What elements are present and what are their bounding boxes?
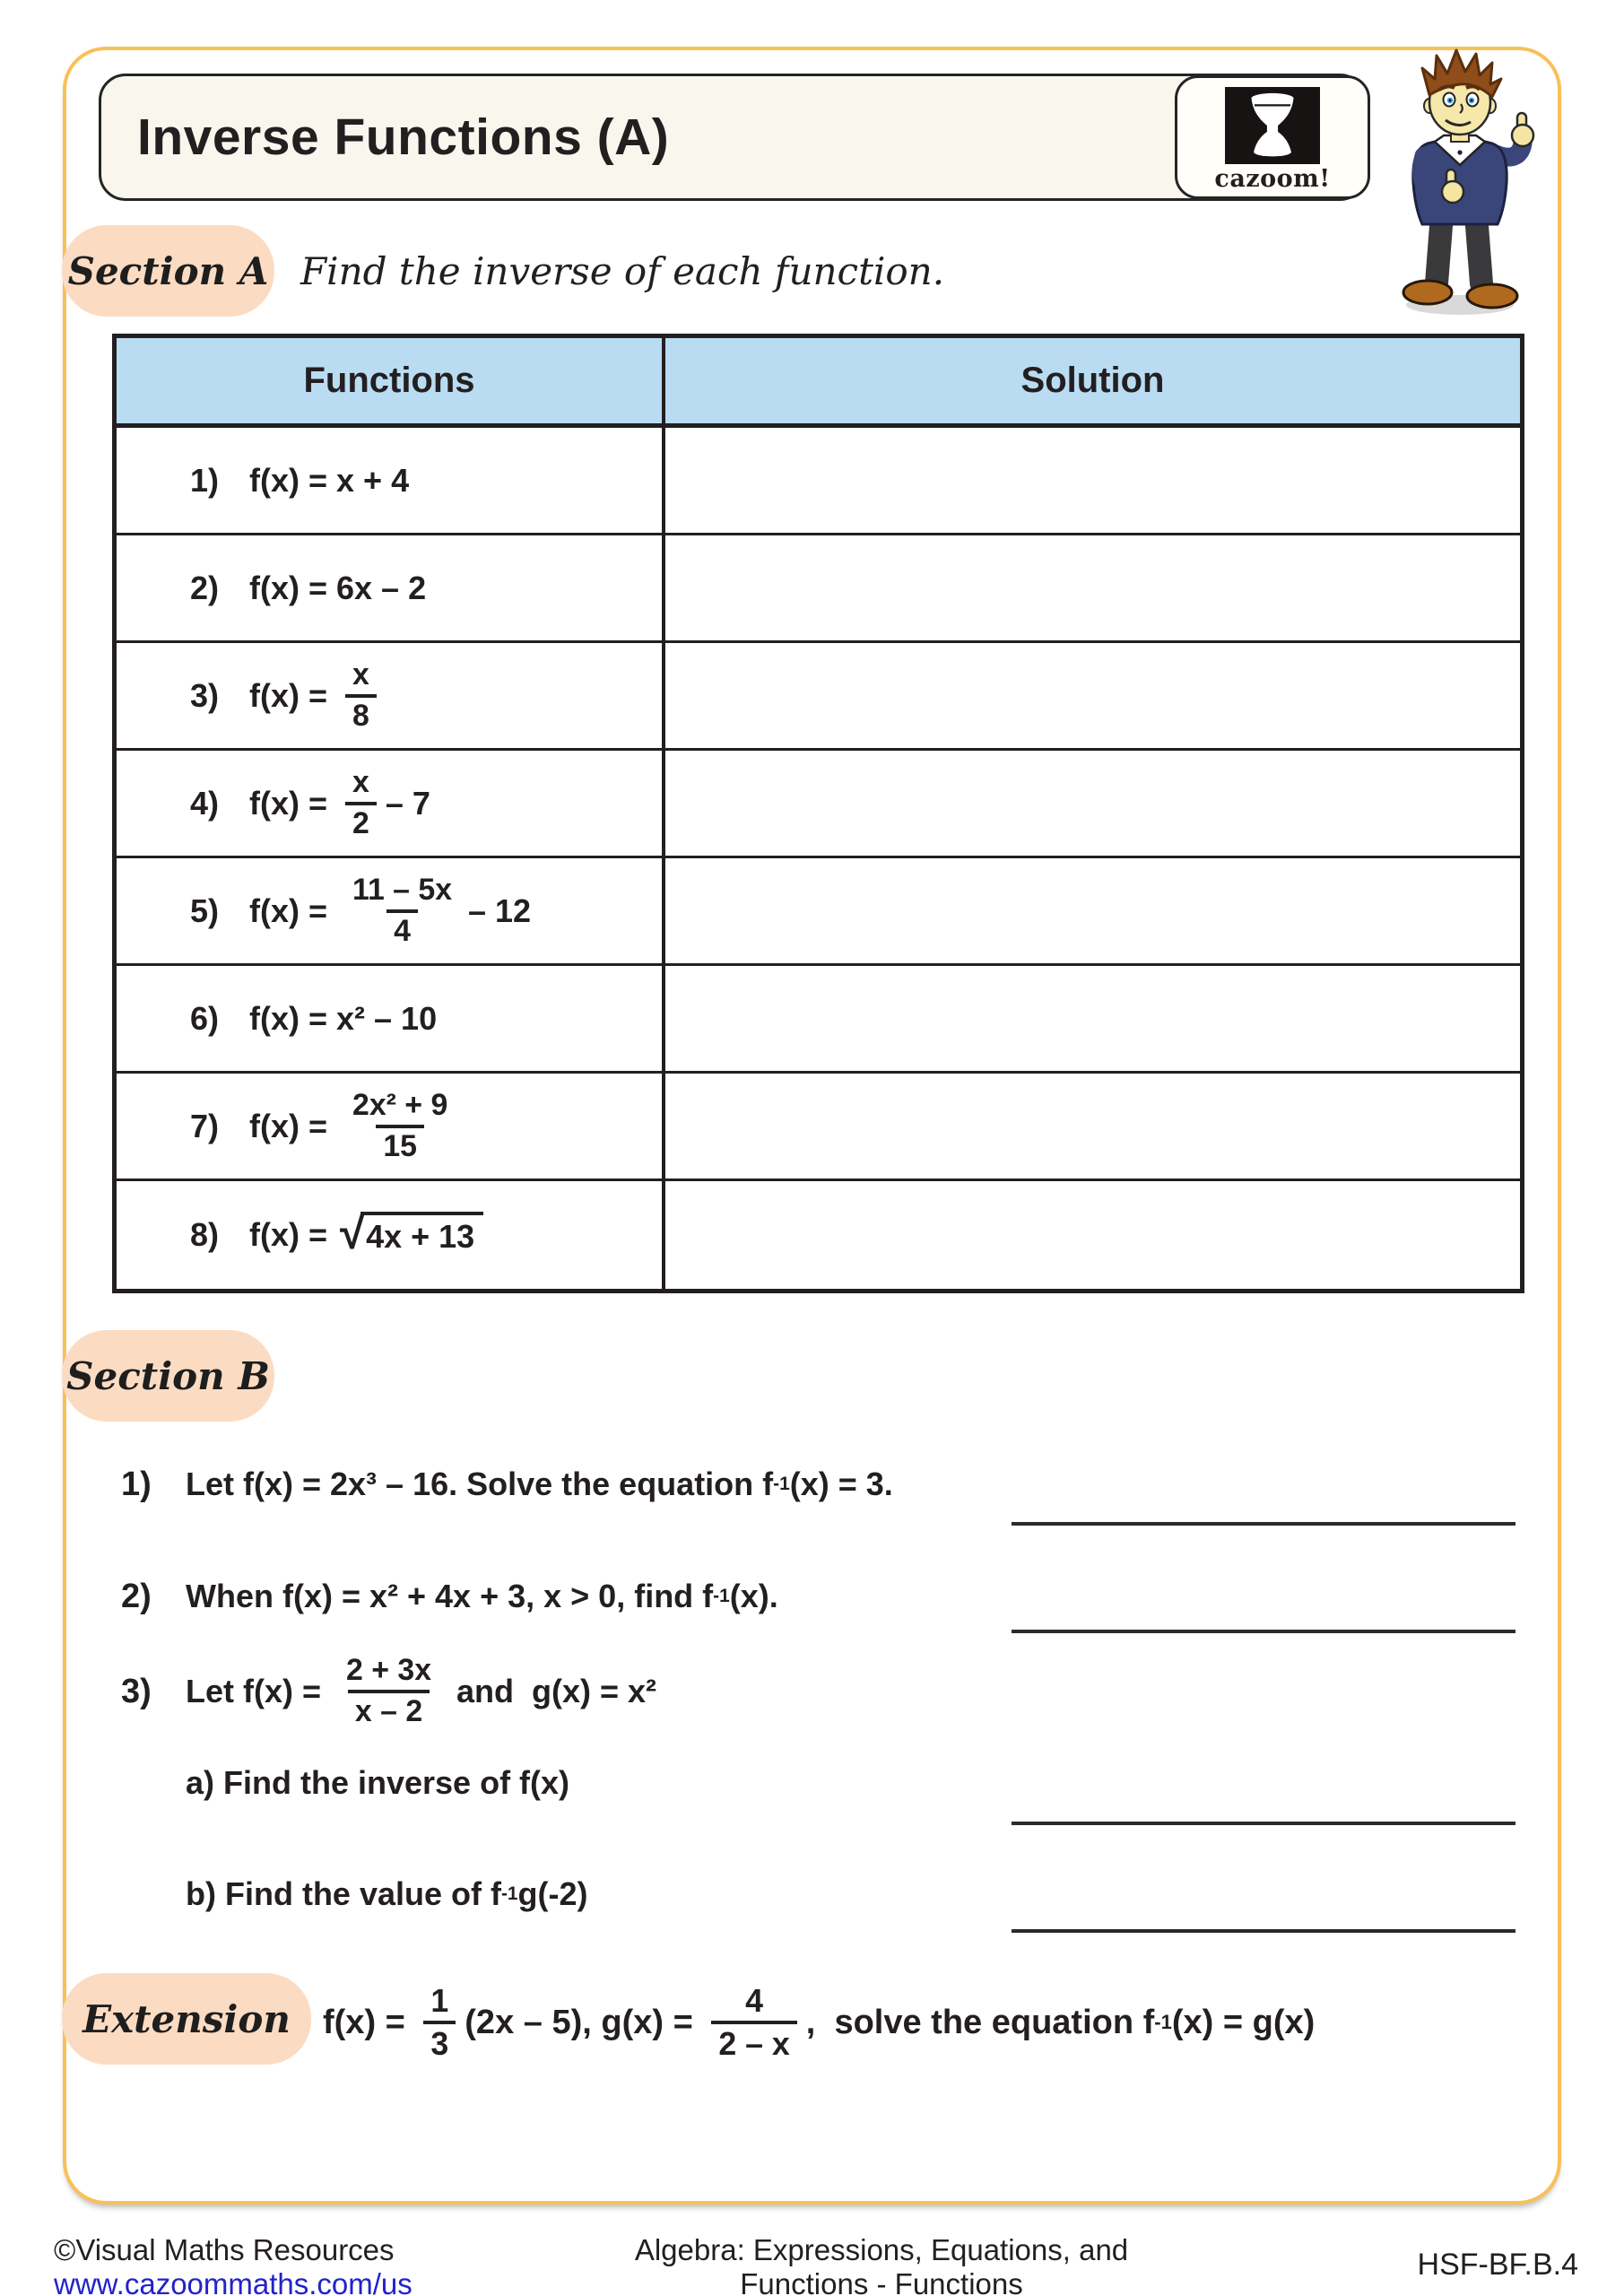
math-text: – 12: [468, 891, 532, 929]
numerator: 2 + 3x: [346, 1653, 432, 1688]
subject-line-1: Algebra: Expressions, Equations, and: [634, 2233, 1129, 2266]
table-row: [117, 428, 1520, 535]
extension-badge: [62, 1973, 311, 2065]
section-b-badge: [62, 1330, 274, 1422]
solution-cell: [665, 1181, 1520, 1289]
function-expression: [249, 766, 430, 841]
function-expression: [249, 1000, 437, 1038]
column-header-solution: Solution: [1020, 361, 1165, 400]
row-number: 5): [190, 891, 220, 929]
function-cell: [117, 535, 665, 640]
math-text: f(x) =: [323, 2003, 415, 2041]
page-title: Inverse Functions (A): [137, 109, 670, 166]
table-row: [117, 858, 1520, 966]
function-expression: [249, 462, 409, 500]
fraction: [345, 658, 377, 734]
question-b3: [121, 1641, 656, 1742]
question-text: [186, 1465, 893, 1503]
function-expression: [249, 874, 531, 949]
extension-question: [323, 1970, 1315, 2075]
numerator: 4: [745, 1983, 763, 2019]
math-text: (x) = 3.: [789, 1465, 893, 1502]
extension-label: Extension: [83, 1996, 291, 2041]
square-root: [340, 1207, 483, 1259]
question-b3b: [186, 1869, 588, 1919]
table-row: [117, 1181, 1520, 1289]
row-number: 7): [190, 1107, 220, 1144]
fraction: [339, 1654, 439, 1729]
section-a-label: Section A: [67, 248, 269, 293]
denominator: 8: [345, 694, 377, 734]
fraction: [345, 766, 377, 841]
superscript: -1: [773, 1474, 790, 1494]
question-b1: [121, 1457, 893, 1511]
column-header-functions: Functions: [117, 338, 665, 423]
numerator: 11 – 5x: [352, 872, 453, 907]
table-header-row: [117, 338, 1520, 428]
table-row: [117, 751, 1520, 858]
function-cell: [117, 1074, 665, 1178]
subject-line-2: Functions - Functions: [740, 2267, 1023, 2296]
row-number: 3): [190, 676, 220, 714]
table-row: [117, 966, 1520, 1074]
footer-subject: [568, 2233, 1195, 2296]
solution-cell: [665, 535, 1520, 640]
math-text: Let f(x) =: [186, 1673, 331, 1709]
denominator: 15: [376, 1125, 424, 1164]
superscript: -1: [1154, 2011, 1172, 2033]
solution-cell: [665, 858, 1520, 963]
function-cell: [117, 643, 665, 748]
superscript: -1: [713, 1586, 730, 1606]
math-text: f(x) = 6x – 2: [249, 569, 427, 606]
math-text: f(x) = x²: [249, 999, 366, 1037]
table-row: [117, 1074, 1520, 1181]
numerator: 2x² + 9: [352, 1087, 448, 1122]
question-text: [186, 1764, 569, 1802]
function-cell: [117, 428, 665, 533]
table-row: [117, 643, 1520, 751]
numerator: x: [352, 764, 369, 799]
fraction: [423, 1983, 456, 2062]
solution-cell: [665, 1074, 1520, 1178]
function-cell: [117, 751, 665, 856]
function-cell: [117, 1181, 665, 1289]
row-number: 2): [190, 569, 220, 606]
website-link[interactable]: www.cazoommaths.com/us: [54, 2267, 413, 2296]
denominator: 3: [423, 2021, 456, 2062]
cazoom-logo: [1175, 75, 1370, 199]
row-number: 6): [190, 999, 220, 1037]
mascot-boy-illustration: [1383, 48, 1537, 321]
math-text: f(x) =: [249, 784, 337, 822]
worksheet-table: [112, 334, 1524, 1293]
answer-line-b3b: [1012, 1929, 1515, 1933]
fraction: [345, 1089, 455, 1164]
radical-sign: √: [340, 1207, 366, 1259]
solution-cell: [665, 643, 1520, 748]
fraction: [711, 1983, 796, 2062]
denominator: 2 – x: [711, 2021, 796, 2062]
worksheet-table-body: [117, 428, 1520, 1289]
math-text: When f(x) = x² + 4x + 3, x > 0, find f: [186, 1578, 714, 1614]
math-text: Let f(x) = 2x³ – 16. Solve the equation f: [186, 1465, 774, 1502]
goblet-drum-icon: [1225, 87, 1320, 164]
denominator: 2: [345, 802, 377, 841]
question-text: [186, 1875, 588, 1913]
answer-line-b1: [1012, 1522, 1515, 1526]
question-number: 3): [121, 1672, 152, 1710]
answer-line-b3a: [1012, 1822, 1515, 1825]
math-text: and g(x) = x²: [447, 1673, 657, 1709]
standard-code: HSF-BF.B.4: [1417, 2248, 1578, 2282]
math-text: (x).: [729, 1578, 778, 1614]
solution-cell: [665, 966, 1520, 1071]
superscript: -1: [500, 1883, 518, 1904]
row-number: 4): [190, 784, 220, 822]
numerator: 1: [430, 1983, 449, 2019]
denominator: 4: [386, 909, 418, 949]
footer-left: [54, 2233, 413, 2296]
function-expression: [249, 1089, 464, 1164]
function-expression: [249, 1207, 483, 1259]
row-number: 8): [190, 1216, 220, 1253]
question-number: 2): [121, 1577, 152, 1615]
table-row: [117, 535, 1520, 643]
denominator: x – 2: [348, 1690, 430, 1729]
function-expression: [249, 658, 386, 734]
solution-cell: [665, 428, 1520, 533]
function-cell: [117, 966, 665, 1071]
math-text: a) Find the inverse of f(x): [186, 1764, 570, 1801]
solution-cell: [665, 751, 1520, 856]
brand-text: cazoom!: [1214, 165, 1331, 193]
math-text: (x) = g(x): [1171, 2003, 1316, 2041]
math-text: g(-2): [517, 1875, 588, 1912]
answer-line-b2: [1012, 1630, 1515, 1633]
row-number: 1): [190, 461, 220, 499]
question-text: [186, 1654, 656, 1729]
question-text: [186, 1578, 778, 1615]
math-text: – 7: [385, 784, 430, 822]
copyright-text: ©Visual Maths Resources: [54, 2233, 395, 2266]
math-text: f(x) = x + 4: [249, 461, 410, 499]
fraction: [345, 874, 459, 949]
math-text: f(x) =: [249, 1216, 337, 1253]
math-text: f(x) =: [249, 891, 337, 929]
math-text: (2x – 5), g(x) =: [465, 2003, 703, 2041]
numerator: x: [352, 657, 369, 691]
section-a-instruction: Find the inverse of each function.: [300, 248, 945, 293]
function-cell: [117, 858, 665, 963]
section-b-label: Section B: [66, 1353, 270, 1398]
radicand: 4x + 13: [360, 1212, 483, 1256]
function-expression: [249, 570, 426, 607]
math-text: – 10: [365, 999, 438, 1037]
math-text: f(x) =: [249, 1107, 337, 1144]
math-text: , solve the equation f: [805, 2003, 1155, 2041]
question-b3a: [186, 1758, 569, 1808]
question-number: 1): [121, 1465, 152, 1503]
question-b2: [121, 1570, 778, 1623]
math-text: f(x) =: [249, 676, 337, 714]
math-text: b) Find the value of f: [186, 1875, 501, 1912]
section-a-badge: [62, 225, 274, 317]
